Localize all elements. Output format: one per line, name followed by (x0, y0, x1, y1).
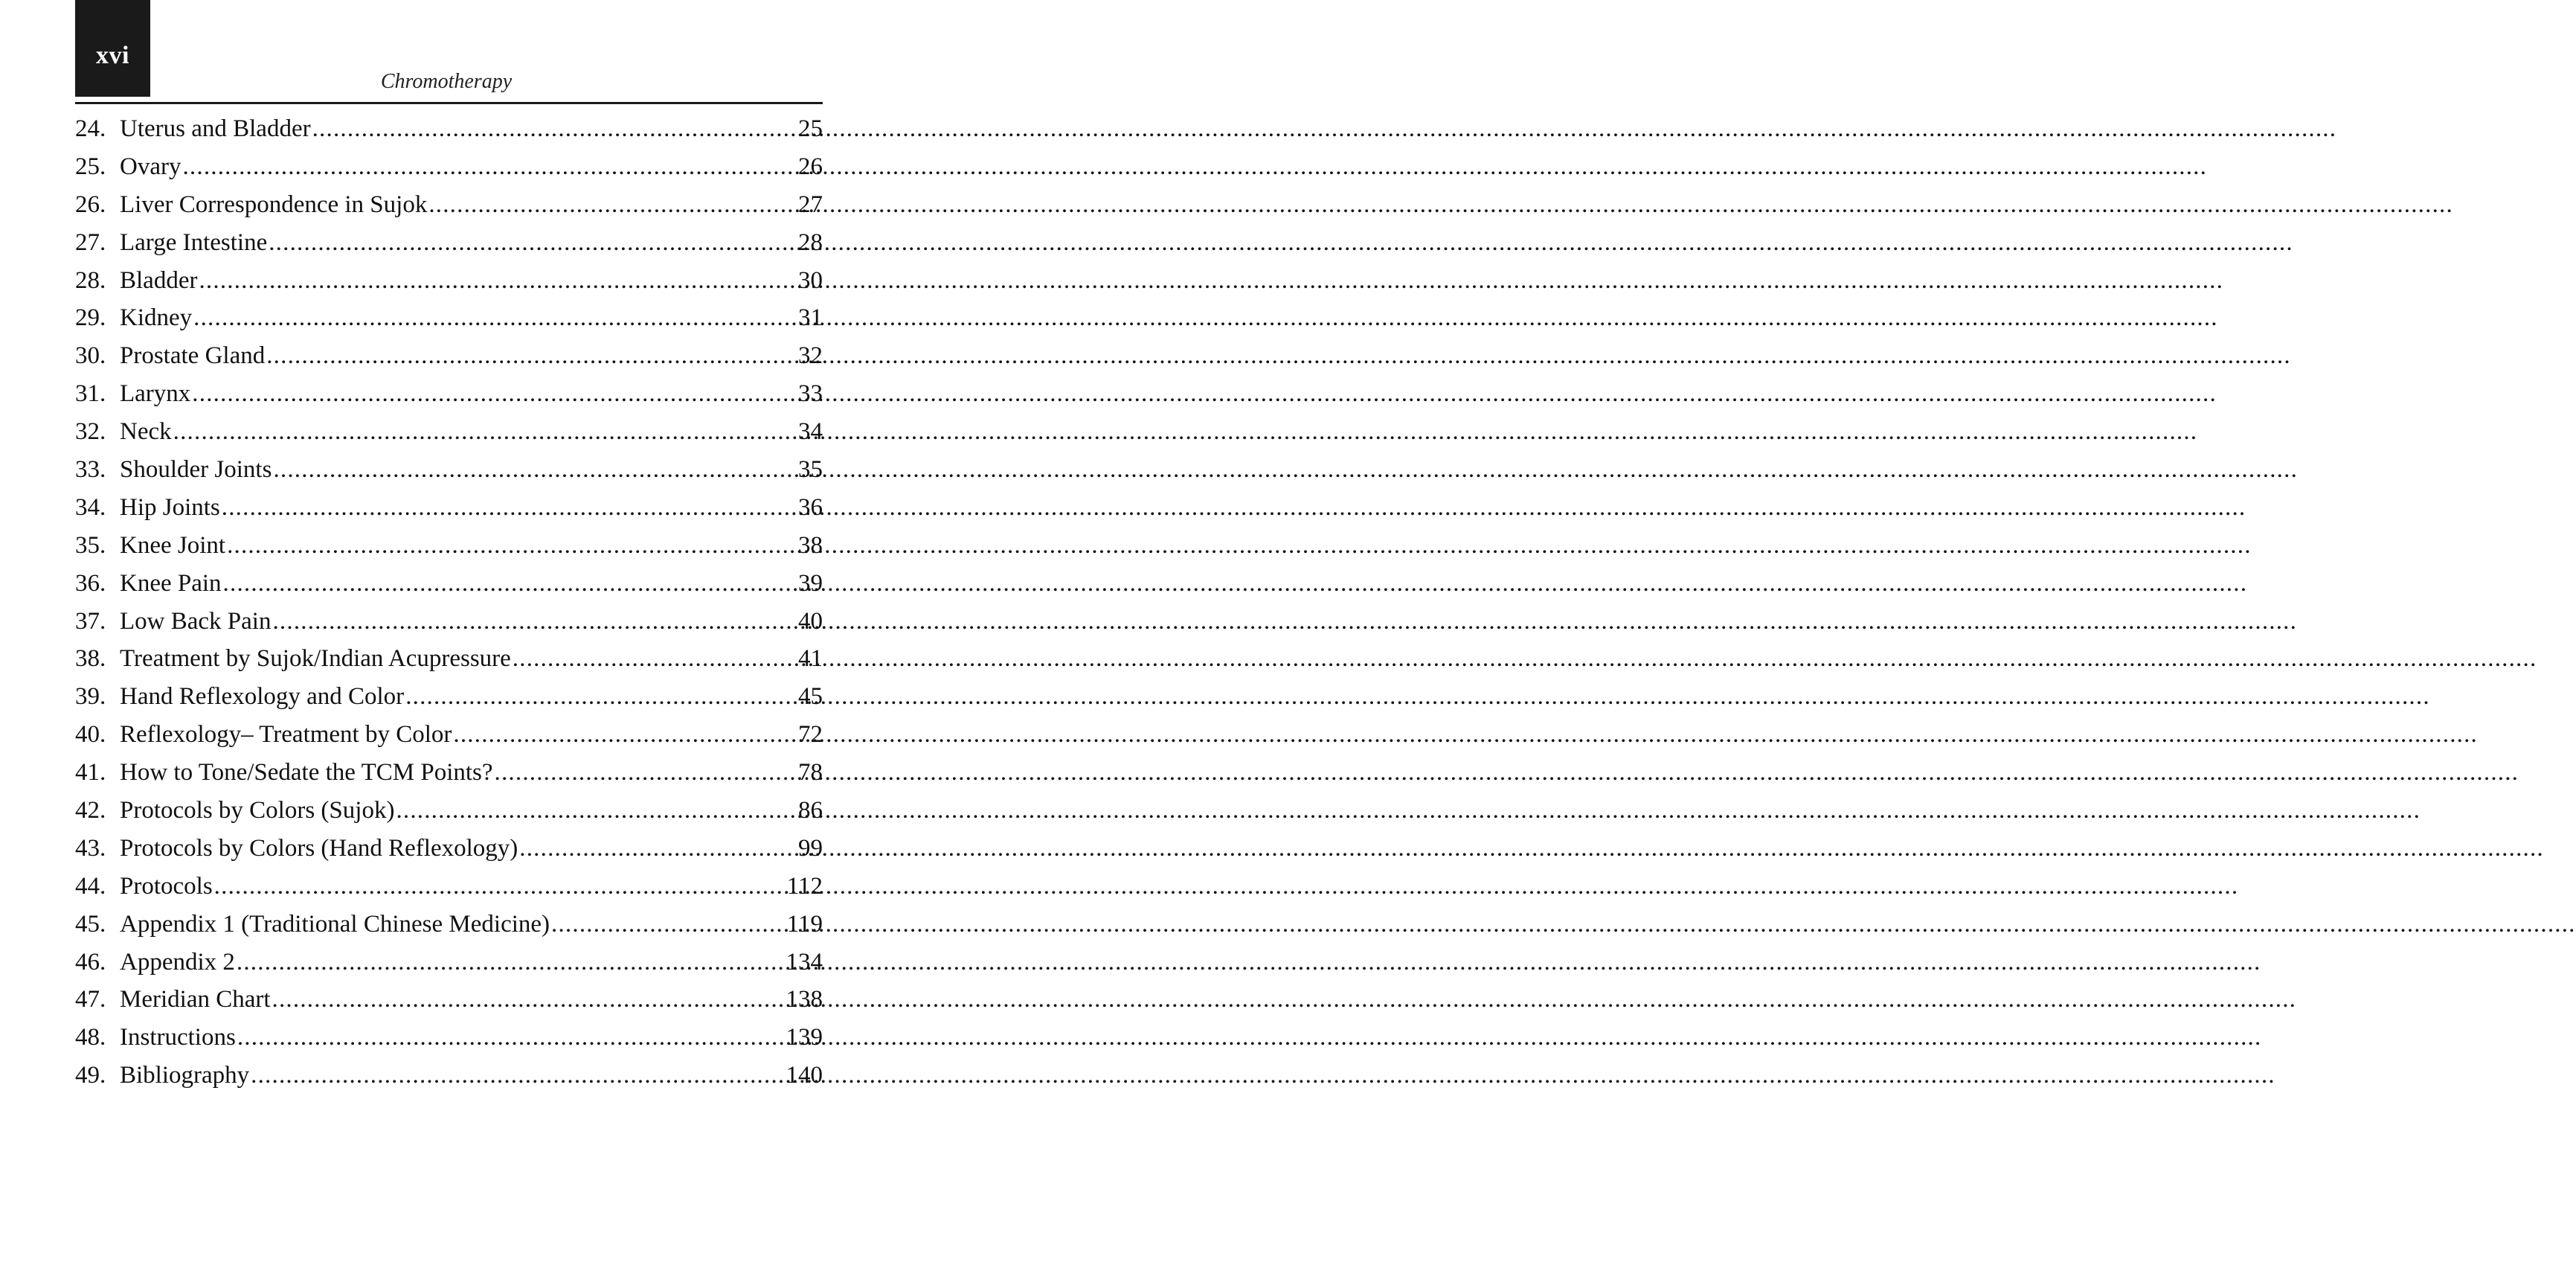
toc-entry-title: Appendix 1 (Traditional Chinese Medicine) (120, 910, 550, 938)
dot-leader (513, 640, 796, 678)
toc-entry[interactable] (75, 224, 823, 262)
toc-entry-title: Bladder (120, 266, 198, 294)
dot-leader (453, 716, 796, 754)
toc-entry-number: 42. (75, 797, 106, 824)
toc-entry-title: Large Intestine (120, 228, 268, 256)
toc-entry-number: 26. (75, 190, 106, 218)
header-rule (75, 102, 823, 104)
toc-entry-title: Instructions (120, 1024, 236, 1051)
toc-entry-number: 48. (75, 1024, 106, 1051)
page-number-folio: xvi (96, 42, 129, 69)
dot-leader (519, 830, 796, 868)
toc-entry-page: 35 (798, 456, 823, 484)
toc-entry-page: 34 (798, 418, 823, 446)
toc-entry-number: 49. (75, 1062, 106, 1089)
dot-leader (266, 337, 796, 375)
toc-entry-page: 27 (798, 190, 823, 218)
toc-entry-page: 139 (786, 1024, 823, 1051)
dot-leader (222, 489, 796, 527)
toc-entry-title: Meridian Chart (120, 986, 271, 1013)
toc-entry[interactable] (75, 527, 823, 565)
toc-entry-number: 35. (75, 531, 106, 559)
toc-entry[interactable] (75, 375, 823, 413)
toc-entry-title: Liver Correspondence in Sujok (120, 190, 428, 218)
toc-entry-title: Shoulder Joints (120, 456, 272, 484)
toc-entry[interactable] (75, 299, 823, 337)
toc-entry-title: Larynx (120, 380, 191, 408)
toc-entry[interactable] (75, 830, 823, 868)
toc-entry-number: 38. (75, 645, 106, 673)
table-of-contents (75, 110, 823, 1095)
toc-entry-number: 39. (75, 683, 106, 711)
running-title: Chromotherapy (380, 70, 513, 93)
toc-entry-page: 40 (798, 607, 823, 635)
toc-entry-number: 36. (75, 569, 106, 597)
toc-entry-number: 44. (75, 872, 106, 900)
folio-tab (75, 0, 150, 97)
toc-entry[interactable] (75, 565, 823, 603)
toc-entry-number: 47. (75, 986, 106, 1013)
toc-entry-title: Uterus and Bladder (120, 115, 311, 142)
toc-entry[interactable] (75, 451, 823, 489)
toc-entry[interactable] (75, 413, 823, 451)
dot-leader (214, 868, 785, 906)
toc-entry-number: 37. (75, 607, 106, 635)
toc-entry-title: Reflexology– Treatment by Color (120, 721, 452, 749)
dot-leader (495, 754, 796, 792)
toc-entry[interactable] (75, 110, 823, 148)
toc-entry-number: 32. (75, 418, 106, 446)
toc-entry-page: 112 (786, 872, 823, 900)
toc-entry-page: 32 (798, 342, 823, 370)
toc-entry-number: 27. (75, 228, 106, 256)
dot-leader (272, 603, 796, 641)
dot-leader (312, 110, 796, 148)
toc-entry[interactable] (75, 1057, 823, 1095)
toc-entry[interactable] (75, 981, 823, 1019)
toc-entry-title: Bibliography (120, 1062, 250, 1089)
toc-entry-title: Treatment by Sujok/Indian Acupressure (120, 645, 511, 673)
toc-entry-page: 36 (798, 493, 823, 521)
toc-entry[interactable] (75, 678, 823, 716)
toc-entry-title: Protocols by Colors (Sujok) (120, 797, 395, 824)
toc-entry-number: 24. (75, 115, 106, 142)
toc-entry-page: 38 (798, 531, 823, 559)
toc-entry-page: 45 (798, 683, 823, 711)
toc-entry-number: 33. (75, 456, 106, 484)
dot-leader (405, 678, 796, 716)
toc-entry-number: 43. (75, 834, 106, 862)
dot-leader (251, 1057, 783, 1095)
dot-leader (396, 792, 796, 830)
dot-leader (272, 981, 784, 1019)
toc-entry-number: 34. (75, 493, 106, 521)
toc-entry[interactable] (75, 716, 823, 754)
toc-entry-title: Neck (120, 418, 172, 446)
toc-entry-page: 138 (786, 986, 823, 1013)
toc-entry-page: 134 (786, 948, 823, 976)
dot-leader (237, 1019, 784, 1057)
toc-entry[interactable] (75, 489, 823, 527)
dot-leader (192, 375, 796, 413)
toc-entry-page: 25 (798, 115, 823, 142)
toc-entry-title: Appendix 2 (120, 948, 235, 976)
toc-entry[interactable] (75, 1019, 823, 1057)
toc-entry-title: Kidney (120, 304, 193, 332)
toc-entry[interactable] (75, 906, 823, 944)
toc-entry-title: Low Back Pain (120, 607, 272, 635)
dot-leader (551, 906, 785, 944)
toc-entry-page: 41 (798, 645, 823, 673)
toc-entry-title: Knee Joint (120, 531, 226, 559)
toc-entry-page: 72 (798, 721, 823, 749)
dot-leader (199, 262, 796, 300)
toc-entry-page: 119 (786, 910, 823, 938)
toc-entry-number: 30. (75, 342, 106, 370)
toc-entry-number: 45. (75, 910, 106, 938)
toc-entry-page: 33 (798, 380, 823, 408)
toc-entry-number: 31. (75, 380, 106, 408)
toc-entry-page: 86 (798, 797, 823, 824)
toc-entry-page: 39 (798, 569, 823, 597)
dot-leader (182, 148, 796, 186)
toc-entry-page: 26 (798, 153, 823, 180)
toc-entry-number: 29. (75, 304, 106, 332)
toc-entry-page: 78 (798, 759, 823, 787)
toc-entry-title: Ovary (120, 153, 182, 180)
toc-entry-number: 40. (75, 721, 106, 749)
toc-entry[interactable] (75, 262, 823, 300)
dot-leader (273, 451, 796, 489)
toc-entry[interactable] (75, 944, 823, 981)
dot-leader (237, 944, 784, 981)
toc-entry-title: Protocols by Colors (Hand Reflexology) (120, 834, 518, 862)
toc-entry-page: 140 (786, 1062, 823, 1089)
toc-entry[interactable] (75, 792, 823, 830)
toc-entry-number: 46. (75, 948, 106, 976)
dot-leader (173, 413, 796, 451)
toc-entry-page: 30 (798, 266, 823, 294)
dot-leader (227, 527, 796, 565)
dot-leader (428, 186, 796, 224)
toc-entry-number: 25. (75, 153, 106, 180)
toc-entry[interactable] (75, 148, 823, 186)
toc-entry[interactable] (75, 754, 823, 792)
toc-entry-title: Protocols (120, 872, 213, 900)
toc-entry-title: How to Tone/Sedate the TCM Points? (120, 759, 493, 787)
dot-leader (223, 565, 796, 603)
toc-entry-title: Prostate Gland (120, 342, 266, 370)
toc-entry-page: 99 (798, 834, 823, 862)
toc-entry-page: 28 (798, 228, 823, 256)
toc-entry-title: Hand Reflexology and Color (120, 683, 405, 711)
toc-entry[interactable] (75, 640, 823, 678)
dot-leader (269, 224, 796, 262)
toc-entry-title: Hip Joints (120, 493, 220, 521)
toc-entry-number: 28. (75, 266, 106, 294)
toc-entry[interactable] (75, 603, 823, 641)
toc-entry[interactable] (75, 868, 823, 906)
toc-entry[interactable] (75, 337, 823, 375)
toc-entry-title: Knee Pain (120, 569, 222, 597)
toc-entry-number: 41. (75, 759, 106, 787)
dot-leader (193, 299, 796, 337)
toc-entry[interactable] (75, 186, 823, 224)
toc-entry-page: 31 (798, 304, 823, 332)
